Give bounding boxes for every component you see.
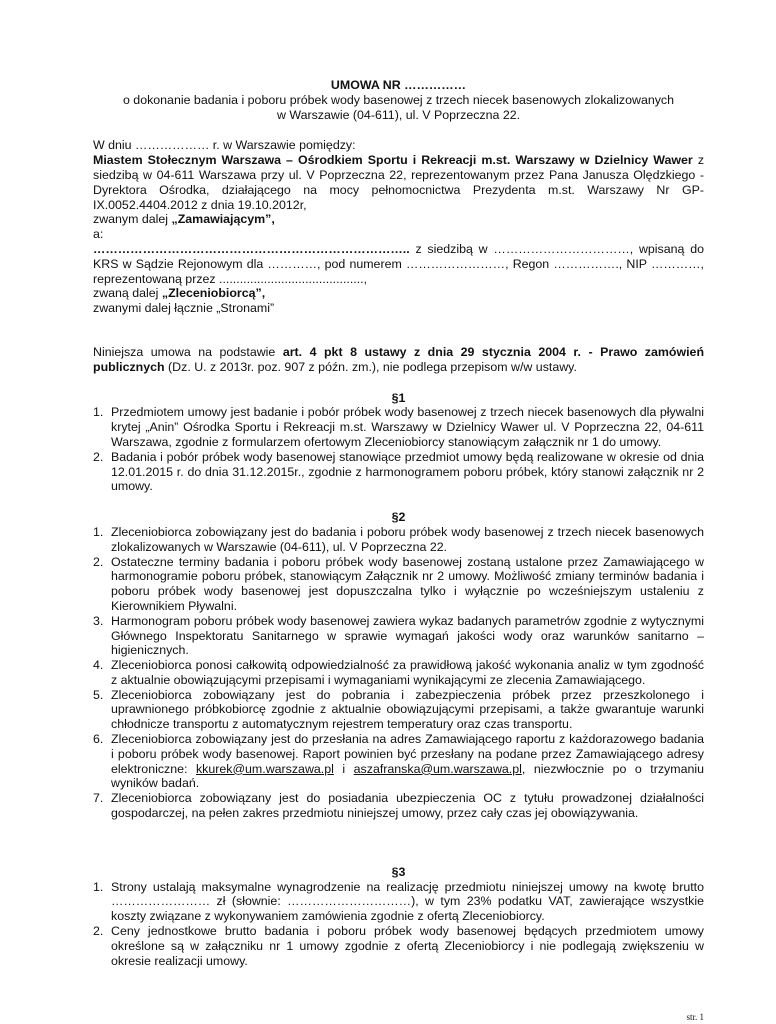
legal-basis-act: art. 4 pkt 8 ustawy z dnia 29 stycznia 2004 r. - Prawo zamówień publicznych: [93, 344, 705, 374]
item-number: 1.: [93, 879, 104, 894]
item-number: 1.: [93, 405, 104, 420]
item-number: 2.: [93, 924, 104, 939]
section-2-title: §2: [391, 510, 406, 525]
contract-subtitle-line-1: o dokonanie badania i poboru próbek wody basenowej z trzech niecek basenowych zlokalizowanych: [122, 92, 675, 107]
item-text: Zleceniobiorca zobowiązany jest do badania i poboru próbek wody basenowej z trzech niecek basenowych zlokalizowanych w Warszawie (04-611), ul. V Poprzeczna 22.: [111, 524, 704, 554]
section-2-item: [93, 614, 704, 658]
section-3-item: [93, 880, 704, 924]
item-number: 7.: [93, 791, 104, 806]
email-link-aszafranska[interactable]: aszafranska@um.warszawa.pl: [353, 761, 522, 776]
party-1-called: [93, 212, 704, 227]
section-1-item: [93, 405, 704, 449]
item-text: Ostateczne terminy badania i poboru próbek wody basenowej zostaną ustalone przez Zamawiającego w harmonogramie poboru próbek, stanowiącym Załącznik nr 2 umowy. Możliwość zmiany terminów badania i poboru próbek wody basenowej jest dopuszczalna tylko i wyłącznie po wcześniejszym ustaleniu z Kierownikiem Pływalni.: [111, 554, 704, 613]
item-text: Zleceniobiorca zobowiązany jest do przesłania na adres Zamawiającego raportu z każdorazowego badania i poboru próbek wody basenowej. Raport powinien być przesłany na podane przez Zamawiającego adresy elektroniczne:: [111, 732, 704, 776]
and-label: a:: [93, 227, 104, 242]
item-text: Harmonogram poboru próbek wody basenowej zawiera wykaz badanych parametrów zgodnie z wytycznymi Głównego Inspektoratu Sanitarnego w sprawie wymagań jakości wody oraz warunków sanitarno – higienicznych.: [111, 613, 704, 658]
item-text: Strony ustalają maksymalne wynagrodzenie na realizację przedmiotu niniejszej umowy na kwotę brutto …………………… zł (słownie: …………………………), w tym 23% podatku VAT, zawierające wszystkie koszty związane z wykonywaniem zamówienia zgodnie z ofertą Zleceniobiorcy.: [111, 879, 704, 924]
section-1-title: §1: [391, 390, 406, 405]
section-2-list: [93, 525, 704, 821]
contract-title: UMOWA NR ……………: [330, 78, 467, 92]
page-number: str. 1: [686, 1012, 704, 1022]
section-2-item: [93, 688, 704, 732]
legal-basis-suffix: (Dz. U. z 2013r. poz. 907 z późn. zm.), nie podlega przepisom w/w ustawy.: [164, 359, 577, 374]
party-2-called: [93, 286, 704, 301]
legal-basis-paragraph: [93, 345, 704, 375]
item-text: Zleceniobiorca zobowiązany jest do posiadania ubezpieczenia OC z tytułu prowadzonej działalności gospodarczej, na pełen zakres przedmiotu niniejszej umowy, przez cały czas jej obowiązywania.: [111, 791, 704, 821]
section-1-list: [93, 405, 704, 494]
item-number: 6.: [93, 732, 104, 747]
section-2-item: [93, 791, 704, 821]
party-1-name: Miastem Stołecznym Warszawa – Ośrodkiem Sportu i Rekreacji m.st. Warszawy w Dzielnicy Wawer: [93, 153, 693, 168]
item-text: Badania i pobór próbek wody basenowej stanowiące przedmiot umowy będą realizowane w okresie od dnia 12.01.2015 r. do dnia 31.12.2015r., zgodnie z harmonogramem poboru próbek, który stanowi załącznik nr 2 umowy.: [111, 449, 704, 494]
date-line: W dniu ……………… r. w Warszawie pomiędzy:: [93, 138, 356, 153]
party-1-paragraph: [93, 153, 704, 212]
item-text: Zleceniobiorca zobowiązany jest do pobrania i zabezpieczenia próbek przez przeszkolonego i uprawnionego próbkobiorcę zgodnie z aktualnie obowiązującymi przepisami, a także gwarantuje warunki chłodnicze transportu z automatycznym rejestrem temperatury oraz czas transportu.: [111, 687, 704, 732]
item-text-suffix: , niezwłocznie po o trzymaniu wyników badań.: [111, 761, 704, 791]
item-number: 2.: [93, 554, 104, 569]
item-number: 4.: [93, 658, 104, 673]
party-1-alias: „Zamawiającym”,: [171, 212, 275, 227]
item-number: 3.: [93, 613, 104, 628]
item-text: Ceny jednostkowe brutto badania i poboru próbek wody basenowej będących przedmiotem umowy określone są w załączniku nr 1 umowy zgodnie z ofertą Zleceniobiorcy i nie podlegają zwiększeniu w okresie realizacji umowy.: [111, 924, 704, 968]
section-2-item: [93, 732, 704, 791]
parties-together: zwanymi dalej łącznie „Stronami”: [93, 301, 275, 316]
section-2-item: [93, 658, 704, 688]
item-text: Zleceniobiorca ponosi całkowitą odpowiedzialność za prawidłową jakość wykonania analiz w tym zgodność z aktualnie obowiązującymi przepisami i wymaganiami wynikającymi ze zlecenia Zamawiającego.: [111, 658, 704, 687]
party-2-details: z siedzibą w ……………………………, wpisaną do KRS w Sądzie Rejonowym dla …………, pod numerem ……………………, Regon ……………., NIP …………, reprezentowaną przez ..........................................,: [93, 241, 704, 286]
party-2-paragraph: [93, 242, 704, 286]
item-number: 5.: [93, 687, 104, 702]
party-2-name: …………………………………………………………………..: [93, 241, 410, 256]
contract-subtitle-line-2: w Warszawie (04-611), ul. V Poprzeczna 22.: [276, 107, 521, 122]
item-text: Przedmiotem umowy jest badanie i pobór próbek wody basenowej z trzech niecek basenowych dla pływalni krytej „Anin” Ośrodka Sportu i Rekreacji m.st. Warszawy w Dzielnicy Wawer ul. V Poprzeczna 22, 04-611 Warszawa, zgodnie z formularzem ofertowym Zleceniobiorcy stanowiącym załącznik nr 1 do umowy.: [111, 405, 704, 449]
party-1-details: z siedzibą w 04-611 Warszawa przy ul. V Poprzeczna 22, reprezentowanym przez Pana Janusza Olędzkiego - Dyrektora Ośrodka, działającego na mocy pełnomocnictwa Prezydenta m.st. Warszawy Nr GP-IX.0052.4404.2012 z dnia 19.10.2012r,: [93, 153, 705, 212]
item-number: 2.: [93, 449, 104, 464]
section-2-item: [93, 525, 704, 555]
item-text-joiner: i: [333, 761, 354, 776]
section-1-item: [93, 450, 704, 494]
section-3-list: [93, 880, 704, 969]
party-2-called-prefix: zwaną dalej: [93, 286, 162, 301]
section-3-item: [93, 924, 704, 968]
email-link-kkurek[interactable]: kkurek@um.warszawa.pl: [195, 761, 334, 776]
section-3-title: §3: [391, 864, 406, 879]
party-2-alias: „Zleceniobiorcą”,: [161, 286, 266, 301]
item-number: 1.: [93, 524, 104, 539]
legal-basis-prefix: Niniejsza umowa na podstawie: [93, 344, 283, 359]
section-2-item: [93, 555, 704, 614]
party-1-called-prefix: zwanym dalej: [93, 212, 172, 227]
